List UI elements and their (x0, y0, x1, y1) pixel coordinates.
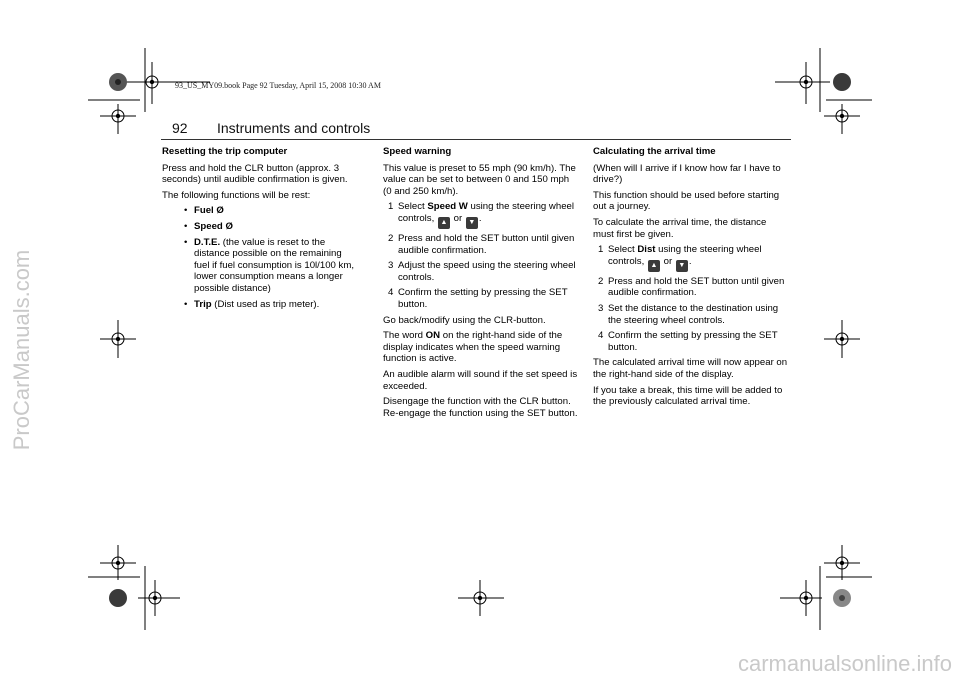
list-item: • Speed Ø (184, 220, 233, 232)
heading-reset-trip: Resetting the trip computer (162, 146, 288, 157)
side-watermark-text: ProCarManuals.com (9, 249, 34, 451)
section-title: Instruments and controls (217, 120, 371, 136)
paragraph: Disengage the function with the CLR button. Re-engage the function using the SET button. (383, 396, 578, 419)
paragraph: (When will I arrive if I know how far I have to drive?) (593, 162, 781, 186)
paragraph: Go back/modify using the CLR-button. (383, 314, 546, 326)
paragraph: If you take a break, this time will be added to the previously calculated arrival time. (593, 384, 783, 408)
paragraph: The word ON on the right-hand side of the display indicates when the speed warning function is active. (383, 330, 563, 365)
bullet-icon: • (184, 205, 188, 217)
paragraph: To calculate the arrival time, the distance must first be given. (593, 216, 767, 240)
list-item: 4 Confirm the setting by pressing the SET button. (388, 287, 568, 310)
heading-arrival-time: Calculating the arrival time (593, 146, 716, 157)
list-item: 2 Press and hold the SET button until given audible confirmation. (388, 232, 575, 256)
list-item: 3 Set the distance to the destination using the steering wheel controls. (598, 302, 779, 326)
list-item: 3 Adjust the speed using the steering wheel controls. (388, 260, 576, 283)
paragraph: The following functions will be rest: (162, 189, 311, 201)
column-arrival-time (593, 146, 789, 412)
steering-wheel-up-button-icon: ▲ (438, 217, 450, 229)
list-item: 4 Confirm the setting by pressing the SET button. (598, 330, 778, 353)
paragraph: This value is preset to 55 mph (90 km/h). The value can be set to between 0 and 150 mph (0 and 250 km/h). (383, 162, 576, 197)
paragraph: An audible alarm will sound if the set speed is exceeded. (383, 368, 578, 392)
column-speed-warning (383, 146, 579, 423)
paragraph: The calculated arrival time will now appear on the right-hand side of the display. (593, 357, 788, 380)
bullet-icon: • (184, 236, 188, 248)
heading-speed-warning: Speed warning (383, 146, 452, 157)
arrival-time-steps (593, 244, 789, 353)
paragraph: This function should be used before starting out a journey. (593, 189, 780, 213)
list-item: 1 Select Dist using the steering wheel controls, ▲ or ▼ . (593, 244, 789, 272)
paragraph: Press and hold the CLR button (approx. 3 seconds) until audible confirmation is given. (162, 162, 348, 186)
list-item: 2 Press and hold the SET button until given audible confirmation. (598, 275, 785, 299)
reset-function-list (162, 205, 358, 310)
column-trip-computer (162, 146, 358, 314)
bottom-watermark: carmanualsonline.info (737, 651, 952, 676)
side-watermark (2, 90, 42, 610)
bullet-icon: • (184, 298, 188, 310)
list-item: • Fuel Ø (184, 205, 224, 217)
speed-warning-steps (383, 201, 579, 310)
steering-wheel-up-button-icon: ▲ (648, 260, 660, 272)
steering-wheel-down-button-icon: ▼ (676, 260, 688, 272)
list-item: • Trip (Dist used as trip meter). (184, 298, 320, 310)
steering-wheel-down-button-icon: ▼ (466, 217, 478, 229)
bullet-icon: • (184, 220, 188, 232)
book-stamp: 93_US_MY09.book Page 92 Tuesday, April 15, 2008 10:30 AM (175, 81, 381, 90)
page-number: 92 (172, 120, 188, 136)
header-rule (161, 139, 791, 140)
list-item: 1 Select Speed W using the steering wheel controls, ▲ or ▼ . (383, 201, 579, 229)
list-item: • D.T.E. (the value is reset to the distance possible on the remaining fuel if fuel consumption is 10l/100 km, lower consumption means a longer possible distance) (184, 236, 354, 294)
